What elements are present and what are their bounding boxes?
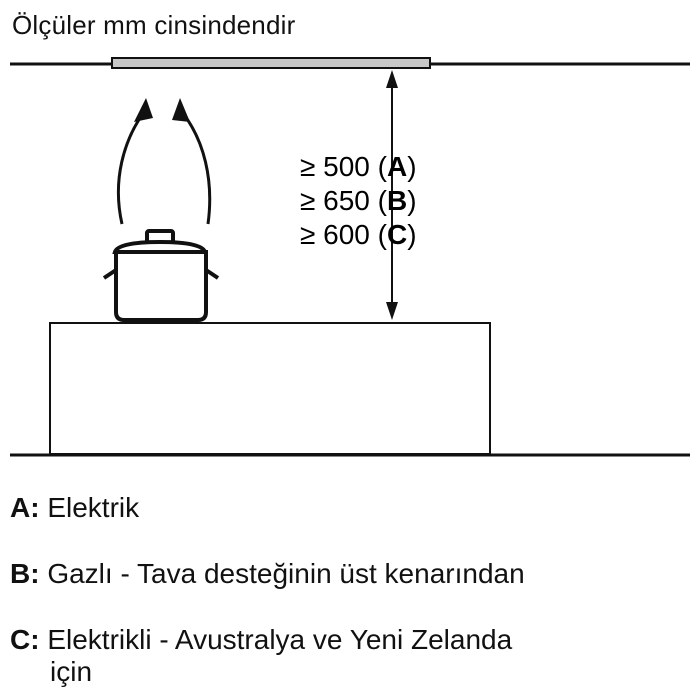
- steam-arrowhead-left: [134, 98, 153, 122]
- steam-arrows: [118, 112, 209, 224]
- legend-text-a: Elektrik: [47, 492, 140, 523]
- dimension-label-b: ≥ 650 (B): [300, 185, 417, 216]
- legend-item-c: [10, 624, 650, 688]
- pot-body: [116, 252, 206, 320]
- steam-arrow-left: [118, 112, 144, 224]
- legend-text-b: Gazlı - Tava desteğinin üst kenarından: [47, 558, 525, 589]
- page-title: Ölçüler mm cinsindendir: [12, 10, 296, 40]
- legend-item-a: [10, 492, 139, 524]
- hob-counter: [50, 323, 490, 454]
- dimension-label-a: ≥ 500 (A): [300, 151, 417, 182]
- legend-text-c-continued: için: [50, 656, 93, 687]
- steam-arrowhead-right: [172, 98, 190, 122]
- legend-key-c: C:: [10, 624, 40, 655]
- legend-key-a: A:: [10, 492, 40, 523]
- cooker-hood: [112, 58, 430, 68]
- legend-key-b: B:: [10, 558, 40, 589]
- legend-text-c: Elektrikli - Avustralya ve Yeni Zelanda: [47, 624, 513, 655]
- steam-arrow-right: [182, 112, 210, 224]
- legend-item-b: [10, 558, 525, 590]
- dimension-label-c: ≥ 600 (C): [300, 219, 417, 250]
- cooking-pot: [104, 231, 218, 320]
